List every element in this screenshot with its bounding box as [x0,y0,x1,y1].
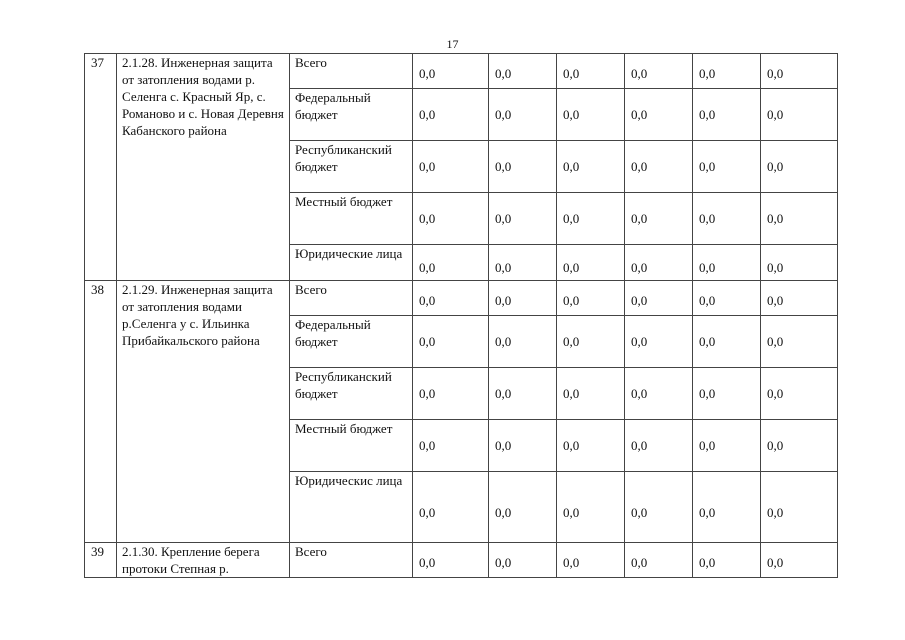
value-cell: 0,0 [557,89,625,141]
value-cell: 0,0 [693,543,761,578]
value-cell: 0,0 [761,543,838,578]
value-cell: 0,0 [625,281,693,316]
value-cell: 0,0 [625,543,693,578]
value-cell: 0,0 [557,420,625,472]
value-cell: 0,0 [761,316,838,368]
table-row [85,543,838,578]
value-cell: 0,0 [557,368,625,420]
value-cell: 0,0 [625,245,693,281]
value-cell: 0,0 [693,420,761,472]
value-cell: 0,0 [557,245,625,281]
value-cell: 0,0 [761,420,838,472]
row-number: 38 [85,281,117,543]
value-cell: 0,0 [557,141,625,193]
value-cell: 0,0 [489,281,557,316]
value-cell: 0,0 [625,141,693,193]
source-label: Всего [290,54,413,89]
value-cell: 0,0 [625,54,693,89]
value-cell: 0,0 [557,281,625,316]
value-cell: 0,0 [625,420,693,472]
value-cell: 0,0 [557,54,625,89]
value-cell: 0,0 [625,472,693,543]
value-cell: 0,0 [489,245,557,281]
value-cell: 0,0 [693,54,761,89]
value-cell: 0,0 [557,543,625,578]
source-label: Юридические лица [290,245,413,281]
source-label: Федеральный бюджет [290,316,413,368]
value-cell: 0,0 [413,281,489,316]
table-row [85,281,838,316]
value-cell: 0,0 [413,543,489,578]
value-cell: 0,0 [693,316,761,368]
value-cell: 0,0 [693,472,761,543]
source-label: Местный бюджет [290,420,413,472]
source-label: Республиканский бюджет [290,368,413,420]
funding-table [84,53,838,578]
value-cell: 0,0 [693,245,761,281]
value-cell: 0,0 [625,193,693,245]
value-cell: 0,0 [489,420,557,472]
value-cell: 0,0 [413,420,489,472]
value-cell: 0,0 [413,245,489,281]
source-label: Юридическис лица [290,472,413,543]
row-description: 2.1.28. Инженерная защита от затопления водами р. Селенга с. Красный Яр, с. Романово и с. Новая Деревня Кабанского района [117,54,290,281]
value-cell: 0,0 [693,89,761,141]
value-cell: 0,0 [625,89,693,141]
value-cell: 0,0 [761,193,838,245]
value-cell: 0,0 [693,368,761,420]
value-cell: 0,0 [761,472,838,543]
source-label: Местный бюджет [290,193,413,245]
value-cell: 0,0 [413,89,489,141]
value-cell: 0,0 [489,472,557,543]
source-label: Республиканский бюджет [290,141,413,193]
value-cell: 0,0 [761,368,838,420]
row-description: 2.1.30. Крепление берега протоки Степная р. [117,543,290,578]
value-cell: 0,0 [489,141,557,193]
value-cell: 0,0 [413,54,489,89]
value-cell: 0,0 [557,472,625,543]
value-cell: 0,0 [489,543,557,578]
value-cell: 0,0 [413,472,489,543]
value-cell: 0,0 [693,141,761,193]
page-number: 17 [446,37,459,51]
row-description: 2.1.29. Инженерная защита от затопления водами р.Селенга у с. Ильинка Прибайкальского района [117,281,290,543]
value-cell: 0,0 [625,316,693,368]
source-label: Федеральный бюджет [290,89,413,141]
value-cell: 0,0 [413,316,489,368]
value-cell: 0,0 [489,368,557,420]
value-cell: 0,0 [413,141,489,193]
value-cell: 0,0 [489,193,557,245]
source-label: Всего [290,543,413,578]
value-cell: 0,0 [413,193,489,245]
value-cell: 0,0 [557,193,625,245]
value-cell: 0,0 [489,54,557,89]
value-cell: 0,0 [557,316,625,368]
value-cell: 0,0 [489,89,557,141]
value-cell: 0,0 [489,316,557,368]
value-cell: 0,0 [693,281,761,316]
value-cell: 0,0 [761,89,838,141]
value-cell: 0,0 [761,54,838,89]
row-number: 39 [85,543,117,578]
row-number: 37 [85,54,117,281]
value-cell: 0,0 [693,193,761,245]
value-cell: 0,0 [761,141,838,193]
value-cell: 0,0 [761,245,838,281]
value-cell: 0,0 [413,368,489,420]
value-cell: 0,0 [625,368,693,420]
value-cell: 0,0 [761,281,838,316]
table-row [85,54,838,89]
source-label: Всего [290,281,413,316]
